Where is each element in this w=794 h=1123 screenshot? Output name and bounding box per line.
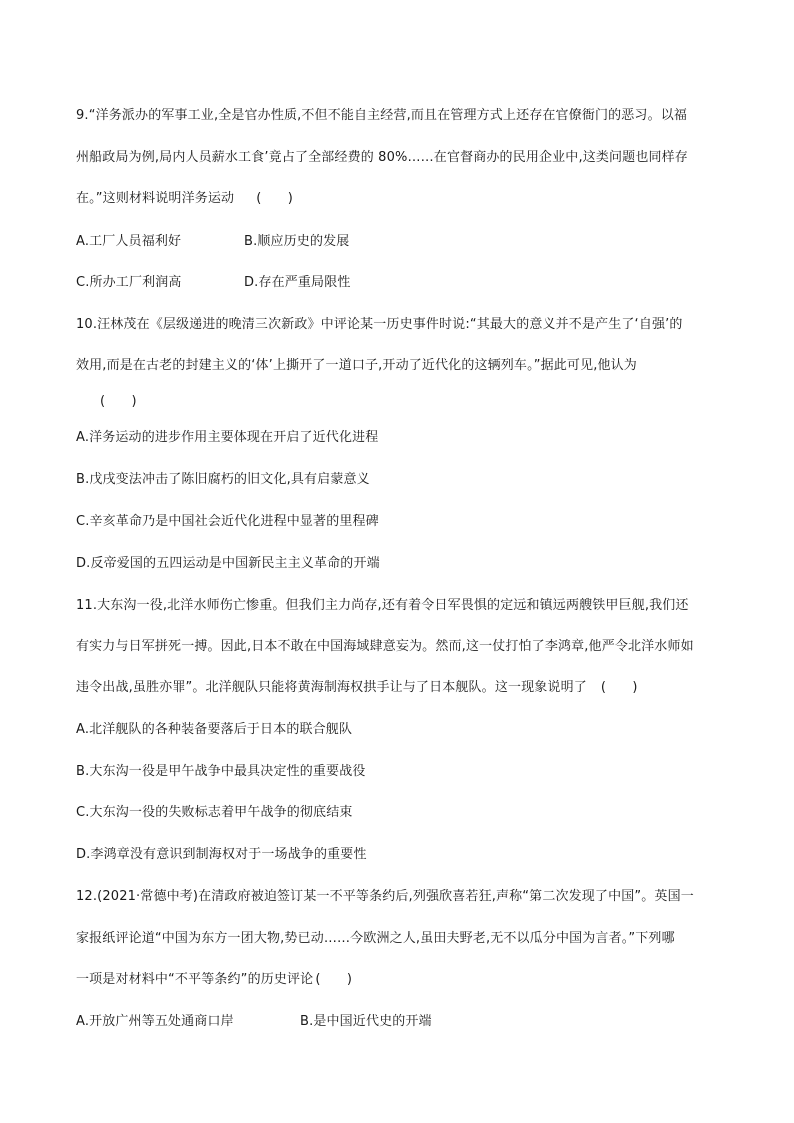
q12-answer-blank[interactable]: ( ) bbox=[315, 972, 353, 987]
q12-stem-line-3 bbox=[76, 971, 352, 989]
q12-option-b[interactable]: B.是中国近代史的开端 bbox=[300, 1014, 432, 1029]
q9-option-b[interactable]: B.顺应历史的发展 bbox=[244, 234, 350, 249]
q12-option-a[interactable]: A.开放广州等五处通商口岸 bbox=[76, 1014, 234, 1029]
q12-stem-text: 一项是对材料中“不平等条约”的历史评论 bbox=[76, 972, 314, 987]
q11-option-d[interactable]: D.李鸿章没有意识到制海权对于一场战争的重要性 bbox=[76, 847, 367, 862]
q10-option-c[interactable]: C.辛亥革命乃是中国社会近代化进程中显著的里程碑 bbox=[76, 514, 379, 529]
q11-stem-text: 违令出战,虽胜亦罪”。北洋舰队只能将黄海制海权拱手让与了日本舰队。这一现象说明了 bbox=[76, 680, 587, 695]
q9-option-c[interactable]: C.所办工厂利润高 bbox=[76, 275, 182, 290]
q10-option-b[interactable]: B.戊戌变法冲击了陈旧腐朽的旧文化,具有启蒙意义 bbox=[76, 472, 370, 487]
q11-stem-line-2: 有实力与日军拼死一搏。因此,日本不敢在中国海域肆意妄为。然而,这一仗打怕了李鸿章,他严令北洋水师如 bbox=[76, 639, 694, 654]
q9-stem-line-2: 州船政局为例,局内人员薪水工食’竟占了全部经费的 80%……在官督商办的民用企业中,这类问题也同样存 bbox=[76, 150, 688, 165]
q9-option-row-1 bbox=[76, 233, 349, 251]
q11-option-a[interactable]: A.北洋舰队的各种装备要落后于日本的联合舰队 bbox=[76, 722, 353, 737]
q9-option-a[interactable]: A.工厂人员福利好 bbox=[76, 234, 182, 249]
q9-stem-text: 在。”这则材料说明洋务运动 bbox=[76, 191, 235, 206]
q11-option-c[interactable]: C.大东沟一役的失败标志着甲午战争的彻底结束 bbox=[76, 805, 353, 820]
q12-stem-line-2: 家报纸评论道“中国为东方一团大物,势已动……今欧洲之人,虽田夫野老,无不以瓜分中国为言者。”下列哪 bbox=[76, 931, 675, 946]
q12-stem-line-1: 12.(2021·常德中考)在清政府被迫签订某一不平等条约后,列强欣喜若狂,声称“第二次发现了中国”。英国一 bbox=[76, 889, 694, 904]
q9-option-row-2 bbox=[76, 274, 351, 292]
q11-stem-line-1: 11.大东沟一役,北洋水师伤亡惨重。但我们主力尚存,还有着令日军畏惧的定远和镇远两艘铁甲巨舰,我们还 bbox=[76, 598, 689, 613]
q9-stem-line-3 bbox=[76, 190, 293, 208]
q10-option-a[interactable]: A.洋务运动的进步作用主要体现在开启了近代化进程 bbox=[76, 430, 379, 445]
q11-stem-line-3 bbox=[76, 679, 638, 697]
q12-option-row-1 bbox=[76, 1013, 432, 1031]
q10-option-d[interactable]: D.反帝爱国的五四运动是中国新民主主义革命的开端 bbox=[76, 556, 380, 571]
q9-stem-line-1: 9.“洋务派办的军事工业,全是官办性质,不但不能自主经营,而且在管理方式上还存在官僚衙门的恶习。以福 bbox=[76, 108, 688, 123]
q10-answer-blank[interactable]: ( ) bbox=[100, 394, 137, 409]
q9-option-d[interactable]: D.存在严重局限性 bbox=[244, 275, 351, 290]
q10-stem-line-2: 效用,而是在古老的封建主义的‘体’上撕开了一道口子,开动了近代化的这辆列车。”据此可见,他认为 bbox=[76, 358, 637, 373]
q11-answer-blank[interactable]: ( ) bbox=[600, 680, 638, 695]
q11-option-b[interactable]: B.大东沟一役是甲午战争中最具决定性的重要战役 bbox=[76, 764, 366, 779]
q10-stem-line-1: 10.汪林茂在《层级递进的晚清三次新政》中评论某一历史事件时说:“其最大的意义并不是产生了‘自强’的 bbox=[76, 317, 683, 332]
q9-answer-blank[interactable]: ( ) bbox=[256, 191, 293, 206]
